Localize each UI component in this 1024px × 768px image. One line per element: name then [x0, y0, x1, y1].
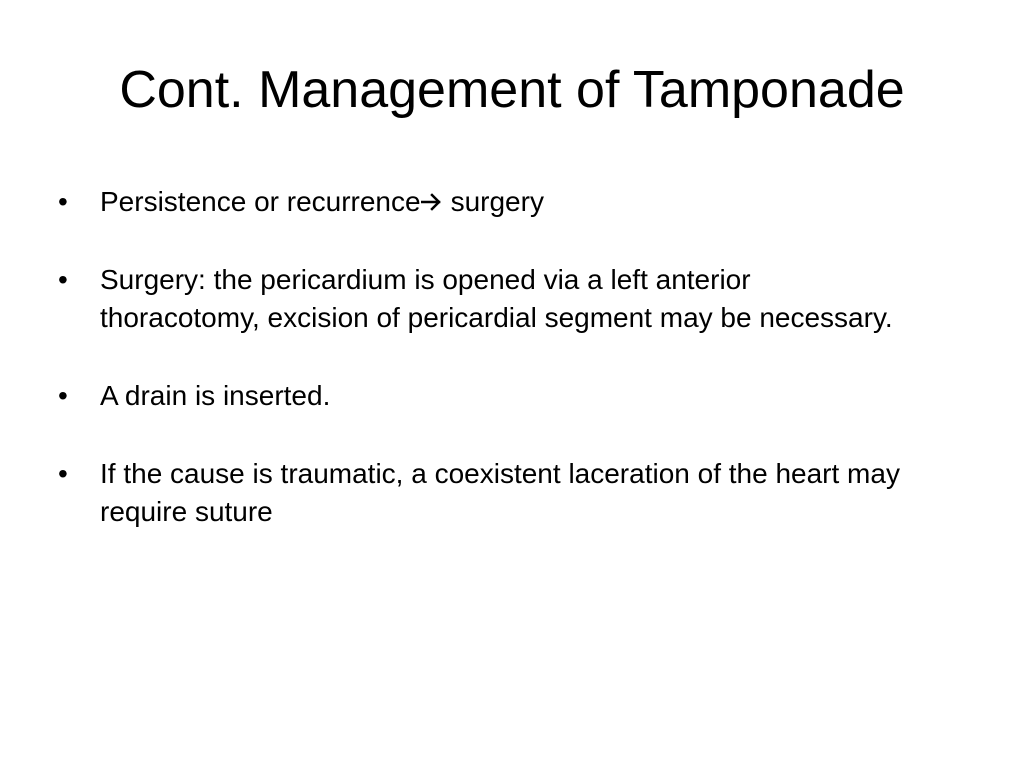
bullet-dot: •: [58, 380, 68, 411]
bullet-text: If the cause is traumatic, a coexistent laceration of the heart may require suture: [100, 458, 900, 527]
bullet-text: A drain is inserted.: [100, 380, 331, 411]
slide-title: Cont. Management of Tamponade: [119, 61, 905, 119]
bullet-dot: •: [58, 458, 68, 489]
right-arrow-icon: [421, 192, 443, 212]
bullet-item-persistence: [58, 183, 918, 221]
bullet-text-before-arrow: Persistence or recurrence: [100, 186, 421, 217]
bullet-item-traumatic-cause: [58, 455, 918, 531]
bullet-text: Surgery: the pericardium is opened via a left anterior thoracotomy, excision of pericardial segment may be necessary.: [100, 264, 893, 333]
bullet-text-after-arrow: surgery: [450, 186, 544, 217]
bullet-item-surgery: [58, 261, 918, 337]
bullet-list: [58, 183, 918, 571]
bullet-dot: •: [58, 264, 68, 295]
bullet-dot: •: [58, 186, 68, 217]
bullet-item-drain: [58, 377, 918, 415]
